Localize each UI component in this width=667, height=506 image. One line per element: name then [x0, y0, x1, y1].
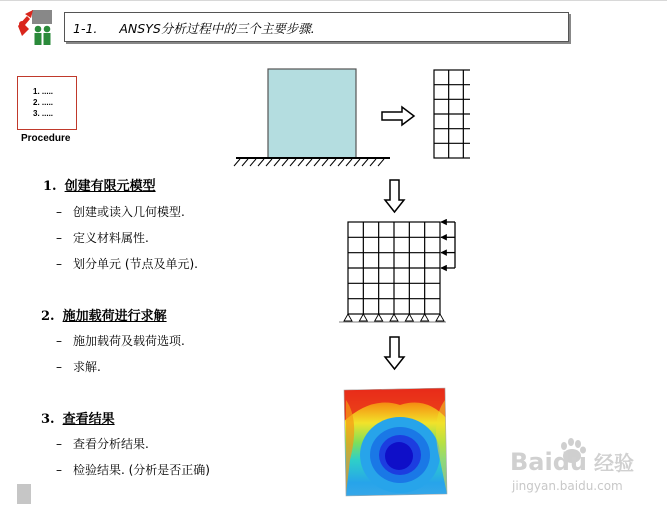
watermark-url: jingyan.baidu.com — [512, 479, 623, 493]
hatch-line — [266, 159, 272, 166]
step-title: 施加载荷进行求解 — [62, 309, 167, 324]
header-title-box — [64, 12, 569, 42]
step-2-item: – 求解. — [56, 360, 101, 374]
step-1-item: – 定义材料属性. — [56, 231, 149, 245]
procedure-icon — [17, 76, 77, 130]
procedure-label: Procedure — [21, 133, 71, 144]
support-triangle — [390, 314, 398, 321]
step-2-item: – 施加载荷及载荷选项. — [56, 334, 185, 348]
top-border — [0, 0, 667, 1]
step-3-item: – 检验结果. (分析是否正确) — [56, 463, 210, 477]
step-2-heading — [41, 305, 167, 324]
mesh-grid — [434, 70, 470, 158]
hatch-line — [290, 159, 296, 166]
arrow-right-icon — [382, 107, 414, 125]
watermark-service: 经验 — [594, 451, 634, 475]
step-title: 创建有限元模型 — [64, 179, 156, 194]
hatch-line — [338, 159, 344, 166]
baidu-watermark-icon — [508, 432, 658, 498]
hatch-line — [346, 159, 352, 166]
step-1-item: – 划分单元 (节点及单元). — [56, 257, 198, 271]
arrow-down-icon — [385, 180, 404, 212]
result-contour-plot — [340, 385, 452, 500]
hatch-line — [274, 159, 280, 166]
hatch-line — [234, 159, 240, 166]
hatch-line — [354, 159, 360, 166]
support-triangle — [375, 314, 383, 321]
support-triangle — [421, 314, 429, 321]
hatch-line — [298, 159, 304, 166]
support-triangle — [405, 314, 413, 321]
loaded-mesh-grid — [348, 222, 440, 314]
step-number: 1. — [43, 179, 57, 194]
geometry-block — [234, 69, 390, 166]
logo-icon — [14, 10, 54, 46]
support-triangle — [436, 314, 444, 321]
hatch-line — [242, 159, 248, 166]
hatch-line — [330, 159, 336, 166]
hatch-line — [282, 159, 288, 166]
hatch-line — [306, 159, 312, 166]
support-icon — [339, 314, 446, 322]
step-1-heading — [43, 175, 156, 194]
ground-hatch — [234, 159, 384, 166]
load-arrow-icon — [441, 222, 455, 268]
step-1-item: – 创建或读入几何模型. — [56, 205, 185, 219]
hatch-line — [322, 159, 328, 166]
procedure-line: 1. ..... — [33, 87, 54, 96]
support-triangle — [359, 314, 367, 321]
hatch-line — [314, 159, 320, 166]
step-title: 查看结果 — [62, 412, 115, 427]
section-title: ANSYS分析过程中的三个主要步骤. — [119, 21, 315, 36]
procedure-line: 3. ..... — [33, 109, 54, 118]
watermark-brand: Baidu — [510, 448, 587, 476]
scrollbar-thumb[interactable] — [17, 484, 31, 504]
process-diagram — [230, 62, 470, 502]
step-number: 3. — [41, 412, 55, 427]
support-triangle — [344, 314, 352, 321]
hatch-line — [370, 159, 376, 166]
hatch-line — [362, 159, 368, 166]
step-number: 2. — [41, 309, 55, 324]
hatch-line — [258, 159, 264, 166]
step-3-heading — [41, 408, 115, 427]
hatch-line — [378, 159, 384, 166]
page-title — [73, 19, 315, 37]
arrow-down-icon — [385, 337, 404, 369]
section-number: 1-1. — [73, 21, 98, 36]
procedure-line: 2. ..... — [33, 98, 54, 107]
hatch-line — [250, 159, 256, 166]
step-3-item: – 查看分析结果. — [56, 437, 149, 451]
